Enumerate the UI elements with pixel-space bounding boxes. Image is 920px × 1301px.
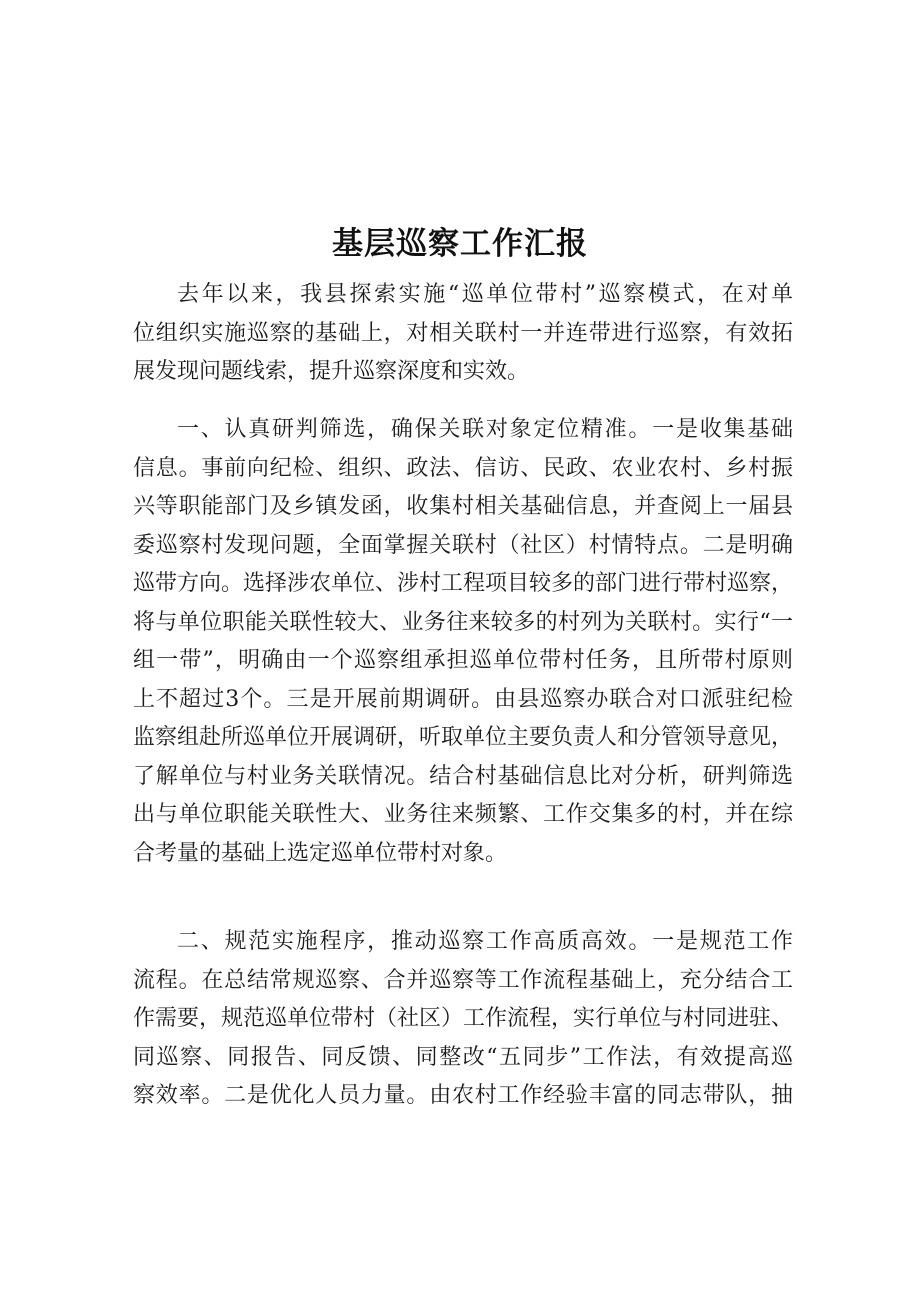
text-line: 委巡察村发现问题，全面掌握关联村（社区）村情特点。二是明确: [133, 532, 793, 558]
text-line: 一、认真研判筛选，确保关联对象定位精准。一是收集基础: [177, 417, 793, 442]
text-line: 位组织实施巡察的基础上，对相关联村一并连带进行巡察，有效拓: [133, 320, 793, 346]
text-line: 流程。在总结常规巡察、合并巡察等工作流程基础上，充分结合工: [133, 967, 793, 993]
text-line: 监察组赴所巡单位开展调研，听取单位主要负责人和分管领导意见，: [133, 725, 794, 750]
text-line: 作需要，规范巡单位带村（社区）工作流程，实行单位与村同进驻、: [133, 1006, 794, 1031]
text-line: 出与单位职能关联性大、业务往来频繁、工作交集多的村，并在综: [133, 802, 793, 827]
text-line: 上不超过3个。三是开展前期调研。由县巡察办联合对口派驻纪检: [133, 686, 793, 712]
text-line: 合考量的基础上选定巡单位带村对象。: [133, 840, 508, 866]
text-line: 了解单位与村业务关联情况。结合村基础信息比对分析，研判筛选: [133, 763, 793, 789]
paragraph-section-one: [133, 411, 793, 873]
text-line: 组一带”，明确由一个巡察组承担巡单位带村任务，且所带村原则: [133, 648, 793, 673]
document-title: 基层巡察工作汇报: [332, 226, 588, 262]
text-line: 信息。事前向纪检、组织、政法、信访、民政、农业农村、乡村振: [133, 455, 793, 481]
paragraph-intro: [133, 276, 793, 392]
text-line: 去年以来，我县探索实施“巡单位带村”巡察模式，在对单: [177, 282, 793, 307]
text-line: 将与单位职能关联性较大、业务往来较多的村列为关联村。实行“一: [133, 609, 793, 635]
text-line: 察效率。二是优化人员力量。由农村工作经验丰富的同志带队，抽: [133, 1083, 793, 1108]
text-line: 兴等职能部门及乡镇发函，收集村相关基础信息，并查阅上一届县: [133, 494, 793, 519]
paragraph-section-two: [133, 923, 793, 1116]
text-line: 二、规范实施程序，推动巡察工作高质高效。一是规范工作: [177, 929, 793, 954]
text-line: 展发现问题线索，提升巡察深度和实效。: [133, 359, 530, 384]
text-line: 巡带方向。选择涉农单位、涉村工程项目较多的部门进行带村巡察，: [133, 571, 794, 596]
text-line: 同巡察、同报告、同反馈、同整改“五同步”工作法，有效提高巡: [133, 1044, 793, 1070]
